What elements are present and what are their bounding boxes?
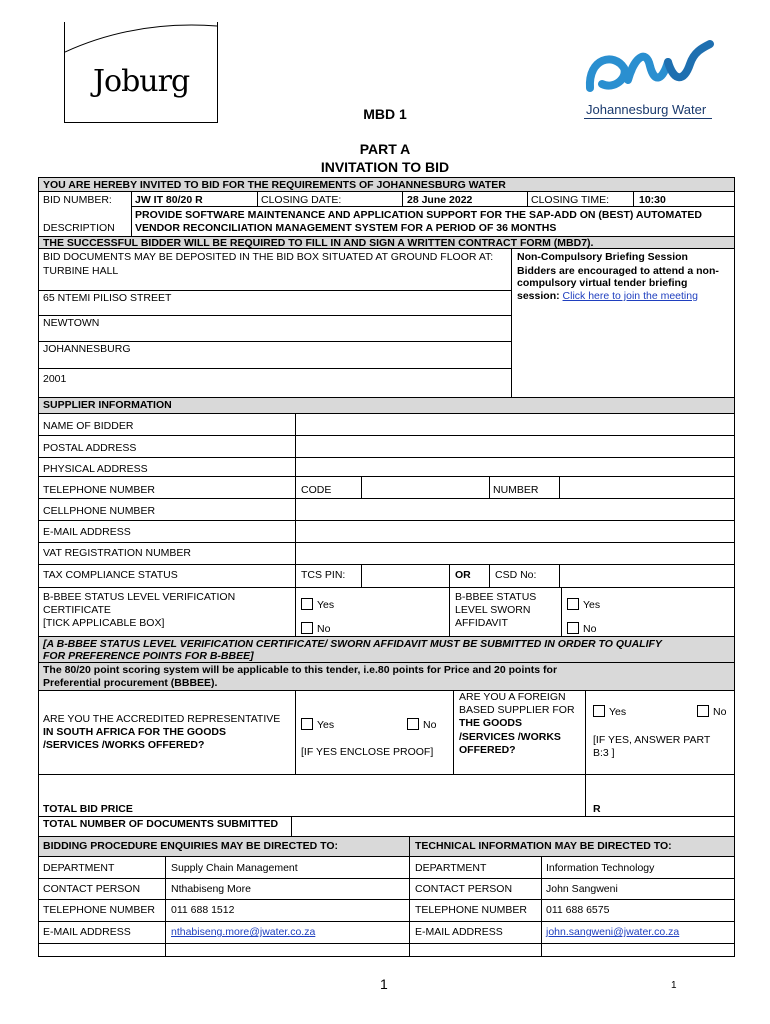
jw-wave-icon xyxy=(584,38,718,100)
part-heading: PART A xyxy=(359,141,411,157)
accredited-line-3: /SERVICES /WORKS OFFERED? xyxy=(43,739,205,751)
scoring-line-2: Preferential procurement (BBBEE). xyxy=(43,677,218,689)
form-code: MBD 1 xyxy=(363,106,407,122)
bbbee-cert-no-label: No xyxy=(317,623,331,635)
answer-part-line-1: [IF YES, ANSWER PART xyxy=(593,734,711,746)
briefing-title: Non-Compulsory Briefing Session xyxy=(517,251,688,263)
cellphone-number-label: CELLPHONE NUMBER xyxy=(43,505,156,517)
description-label: DESCRIPTION xyxy=(43,222,115,234)
bbbee-affidavit-yes-label: Yes xyxy=(583,599,601,611)
currency-symbol: R xyxy=(593,803,601,815)
bbbee-cert-yes-option[interactable] xyxy=(301,598,334,611)
technical-contact-label: CONTACT PERSON xyxy=(415,883,513,895)
technical-contact: John Sangweni xyxy=(546,883,618,895)
closing-time-label: CLOSING TIME: xyxy=(531,194,609,206)
bbbee-cert-line-1: B-BBEE STATUS LEVEL VERIFICATION xyxy=(43,591,236,603)
bbbee-cert-yes-checkbox[interactable] xyxy=(301,598,313,610)
telephone-number-field[interactable] xyxy=(561,478,732,496)
bbbee-affidavit-line-1: B-BBEE STATUS xyxy=(455,591,537,603)
name-of-bidder-label: NAME OF BIDDER xyxy=(43,420,134,432)
closing-date-label: CLOSING DATE: xyxy=(261,194,342,206)
total-bid-price-label: TOTAL BID PRICE xyxy=(43,803,133,815)
deposit-label: BID DOCUMENTS MAY BE DEPOSITED IN THE BID BOX SITUATED AT GROUND FLOOR AT: xyxy=(43,251,494,263)
bid-form xyxy=(38,177,735,957)
accredited-no-checkbox[interactable] xyxy=(407,718,419,730)
telephone-code-field[interactable] xyxy=(363,478,489,496)
telephone-number-sublabel: NUMBER xyxy=(493,484,539,496)
invite-heading: YOU ARE HEREBY INVITED TO BID FOR THE REQUIREMENTS OF JOHANNESBURG WATER xyxy=(43,179,506,191)
foreign-line-5: OFFERED? xyxy=(459,744,516,756)
briefing-line-3 xyxy=(517,290,698,302)
telephone-number-label: TELEPHONE NUMBER xyxy=(43,484,156,496)
technical-department: Information Technology xyxy=(546,862,655,874)
bidding-email-link[interactable]: nthabiseng.more@jwater.co.za xyxy=(171,926,316,938)
bid-number: JW IT 80/20 R xyxy=(135,194,203,206)
csd-no-field[interactable] xyxy=(561,566,732,585)
accredited-yes-label: Yes xyxy=(317,719,335,731)
technical-department-label: DEPARTMENT xyxy=(415,862,487,874)
total-bid-price-field[interactable] xyxy=(605,776,732,814)
cellphone-number-field[interactable] xyxy=(297,500,732,518)
closing-date: 28 June 2022 xyxy=(407,194,473,206)
jw-logo-text: Johannesburg Water xyxy=(586,102,707,117)
bbbee-cert-line-3: [TICK APPLICABLE BOX] xyxy=(43,617,165,629)
bidding-department-label: DEPARTMENT xyxy=(43,862,115,874)
address-line-2: 65 NTEMI PILISO STREET xyxy=(43,292,172,304)
briefing-line-1: Bidders are encouraged to attend a non- xyxy=(517,265,719,277)
address-line-5: 2001 xyxy=(43,373,67,385)
foreign-no-option[interactable] xyxy=(697,705,726,718)
page-number: 1 xyxy=(380,976,388,992)
foreign-yes-option[interactable] xyxy=(593,705,626,718)
vat-number-label: VAT REGISTRATION NUMBER xyxy=(43,547,191,559)
foreign-no-label: No xyxy=(713,706,727,718)
address-line-1: TURBINE HALL xyxy=(43,265,119,277)
closing-time: 10:30 xyxy=(639,194,666,206)
bidding-telephone-label: TELEPHONE NUMBER xyxy=(43,904,156,916)
physical-address-label: PHYSICAL ADDRESS xyxy=(43,463,148,475)
accredited-yes-checkbox[interactable] xyxy=(301,718,313,730)
email-address-label: E-MAIL ADDRESS xyxy=(43,526,131,538)
postal-address-field[interactable] xyxy=(297,437,732,455)
accredited-no-option[interactable] xyxy=(407,718,436,731)
accredited-no-label: No xyxy=(423,719,437,731)
briefing-session-label: session: xyxy=(517,290,563,302)
bidding-enquiries-heading: BIDDING PROCEDURE ENQUIRIES MAY BE DIRECTED TO: xyxy=(43,840,339,852)
technical-email-link[interactable]: john.sangweni@jwater.co.za xyxy=(546,926,680,938)
briefing-line-2: compulsory virtual tender briefing xyxy=(517,277,688,289)
enclose-proof-note: [IF YES ENCLOSE PROOF] xyxy=(301,746,434,758)
scoring-line-1: The 80/20 point scoring system will be applicable to this tender, i.e.80 points for Price and 20 points for xyxy=(43,664,558,676)
tax-status-label: TAX COMPLIANCE STATUS xyxy=(43,569,178,581)
foreign-line-1: ARE YOU A FOREIGN xyxy=(459,691,566,703)
email-address-field[interactable] xyxy=(297,522,732,540)
bbbee-affidavit-no-option[interactable] xyxy=(567,622,596,635)
answer-part-line-2: B:3 ] xyxy=(593,747,615,759)
tcs-pin-field[interactable] xyxy=(363,566,449,585)
join-meeting-link[interactable]: Click here to join the meeting xyxy=(562,290,698,302)
foreign-line-4: /SERVICES /WORKS xyxy=(459,731,561,743)
name-of-bidder-field[interactable] xyxy=(297,415,732,433)
csd-no-label: CSD No: xyxy=(495,569,537,581)
total-docs-label: TOTAL NUMBER OF DOCUMENTS SUBMITTED xyxy=(43,818,279,830)
address-line-4: JOHANNESBURG xyxy=(43,343,131,355)
vat-number-field[interactable] xyxy=(297,544,732,562)
total-docs-field[interactable] xyxy=(293,818,732,834)
address-line-3: NEWTOWN xyxy=(43,317,100,329)
bidding-department: Supply Chain Management xyxy=(171,862,298,874)
bbbee-affidavit-line-3: AFFIDAVIT xyxy=(455,617,508,629)
bbbee-note-line-1: [A B-BBEE STATUS LEVEL VERIFICATION CERTIFICATE/ SWORN AFFIDAVIT MUST BE SUBMITTED IN ORDER TO QUALIFY xyxy=(43,638,662,650)
accredited-line-1: ARE YOU THE ACCREDITED REPRESENTATIVE xyxy=(43,713,281,725)
bbbee-affidavit-no-checkbox[interactable] xyxy=(567,622,579,634)
bidding-contact: Nthabiseng More xyxy=(171,883,251,895)
foreign-line-2: BASED SUPPLIER FOR xyxy=(459,704,575,716)
bbbee-note-line-2: FOR PREFERENCE POINTS FOR B-BBEE] xyxy=(43,650,254,662)
tcs-pin-label: TCS PIN: xyxy=(301,569,346,581)
contract-note: THE SUCCESSFUL BIDDER WILL BE REQUIRED TO FILL IN AND SIGN A WRITTEN CONTRACT FORM (MBD7). xyxy=(43,237,594,249)
or-label: OR xyxy=(455,569,471,581)
bidding-email-label: E-MAIL ADDRESS xyxy=(43,926,131,938)
accredited-yes-option[interactable] xyxy=(301,718,334,731)
bbbee-cert-line-2: CERTIFICATE xyxy=(43,604,111,616)
bbbee-affidavit-yes-option[interactable] xyxy=(567,598,600,611)
telephone-code-label: CODE xyxy=(301,484,332,496)
foreign-line-3: THE GOODS xyxy=(459,717,523,729)
physical-address-field[interactable] xyxy=(297,459,732,475)
foreign-no-checkbox[interactable] xyxy=(697,705,709,717)
bbbee-affidavit-no-label: No xyxy=(583,623,597,635)
bid-number-label: BID NUMBER: xyxy=(43,194,112,206)
bbbee-cert-yes-label: Yes xyxy=(317,599,335,611)
foreign-yes-label: Yes xyxy=(609,706,627,718)
bidding-telephone: 011 688 1512 xyxy=(171,904,235,916)
supplier-heading: SUPPLIER INFORMATION xyxy=(43,399,172,411)
description-line-2: VENDOR RECONCILIATION MANAGEMENT SYSTEM FOR A PERIOD OF 36 MONTHS xyxy=(135,222,557,234)
postal-address-label: POSTAL ADDRESS xyxy=(43,442,137,454)
description-line-1: PROVIDE SOFTWARE MAINTENANCE AND APPLICATION SUPPORT FOR THE SAP-ADD ON (BEST) AUTOMATED xyxy=(135,209,703,221)
bbbee-affidavit-line-2: LEVEL SWORN xyxy=(455,604,531,616)
technical-email-label: E-MAIL ADDRESS xyxy=(415,926,503,938)
technical-enquiries-heading: TECHNICAL INFORMATION MAY BE DIRECTED TO: xyxy=(415,840,672,852)
accredited-line-2: IN SOUTH AFRICA FOR THE GOODS xyxy=(43,726,226,738)
bidding-contact-label: CONTACT PERSON xyxy=(43,883,141,895)
page-title: INVITATION TO BID xyxy=(320,159,450,175)
bbbee-cert-no-option[interactable] xyxy=(301,622,330,635)
bbbee-affidavit-yes-checkbox[interactable] xyxy=(567,598,579,610)
bbbee-cert-no-checkbox[interactable] xyxy=(301,622,313,634)
technical-telephone-label: TELEPHONE NUMBER xyxy=(415,904,528,916)
joburg-logo-text: Joburg xyxy=(93,64,190,99)
foreign-yes-checkbox[interactable] xyxy=(593,705,605,717)
page-number-footer: 1 xyxy=(671,980,677,991)
technical-telephone: 011 688 6575 xyxy=(546,904,610,916)
